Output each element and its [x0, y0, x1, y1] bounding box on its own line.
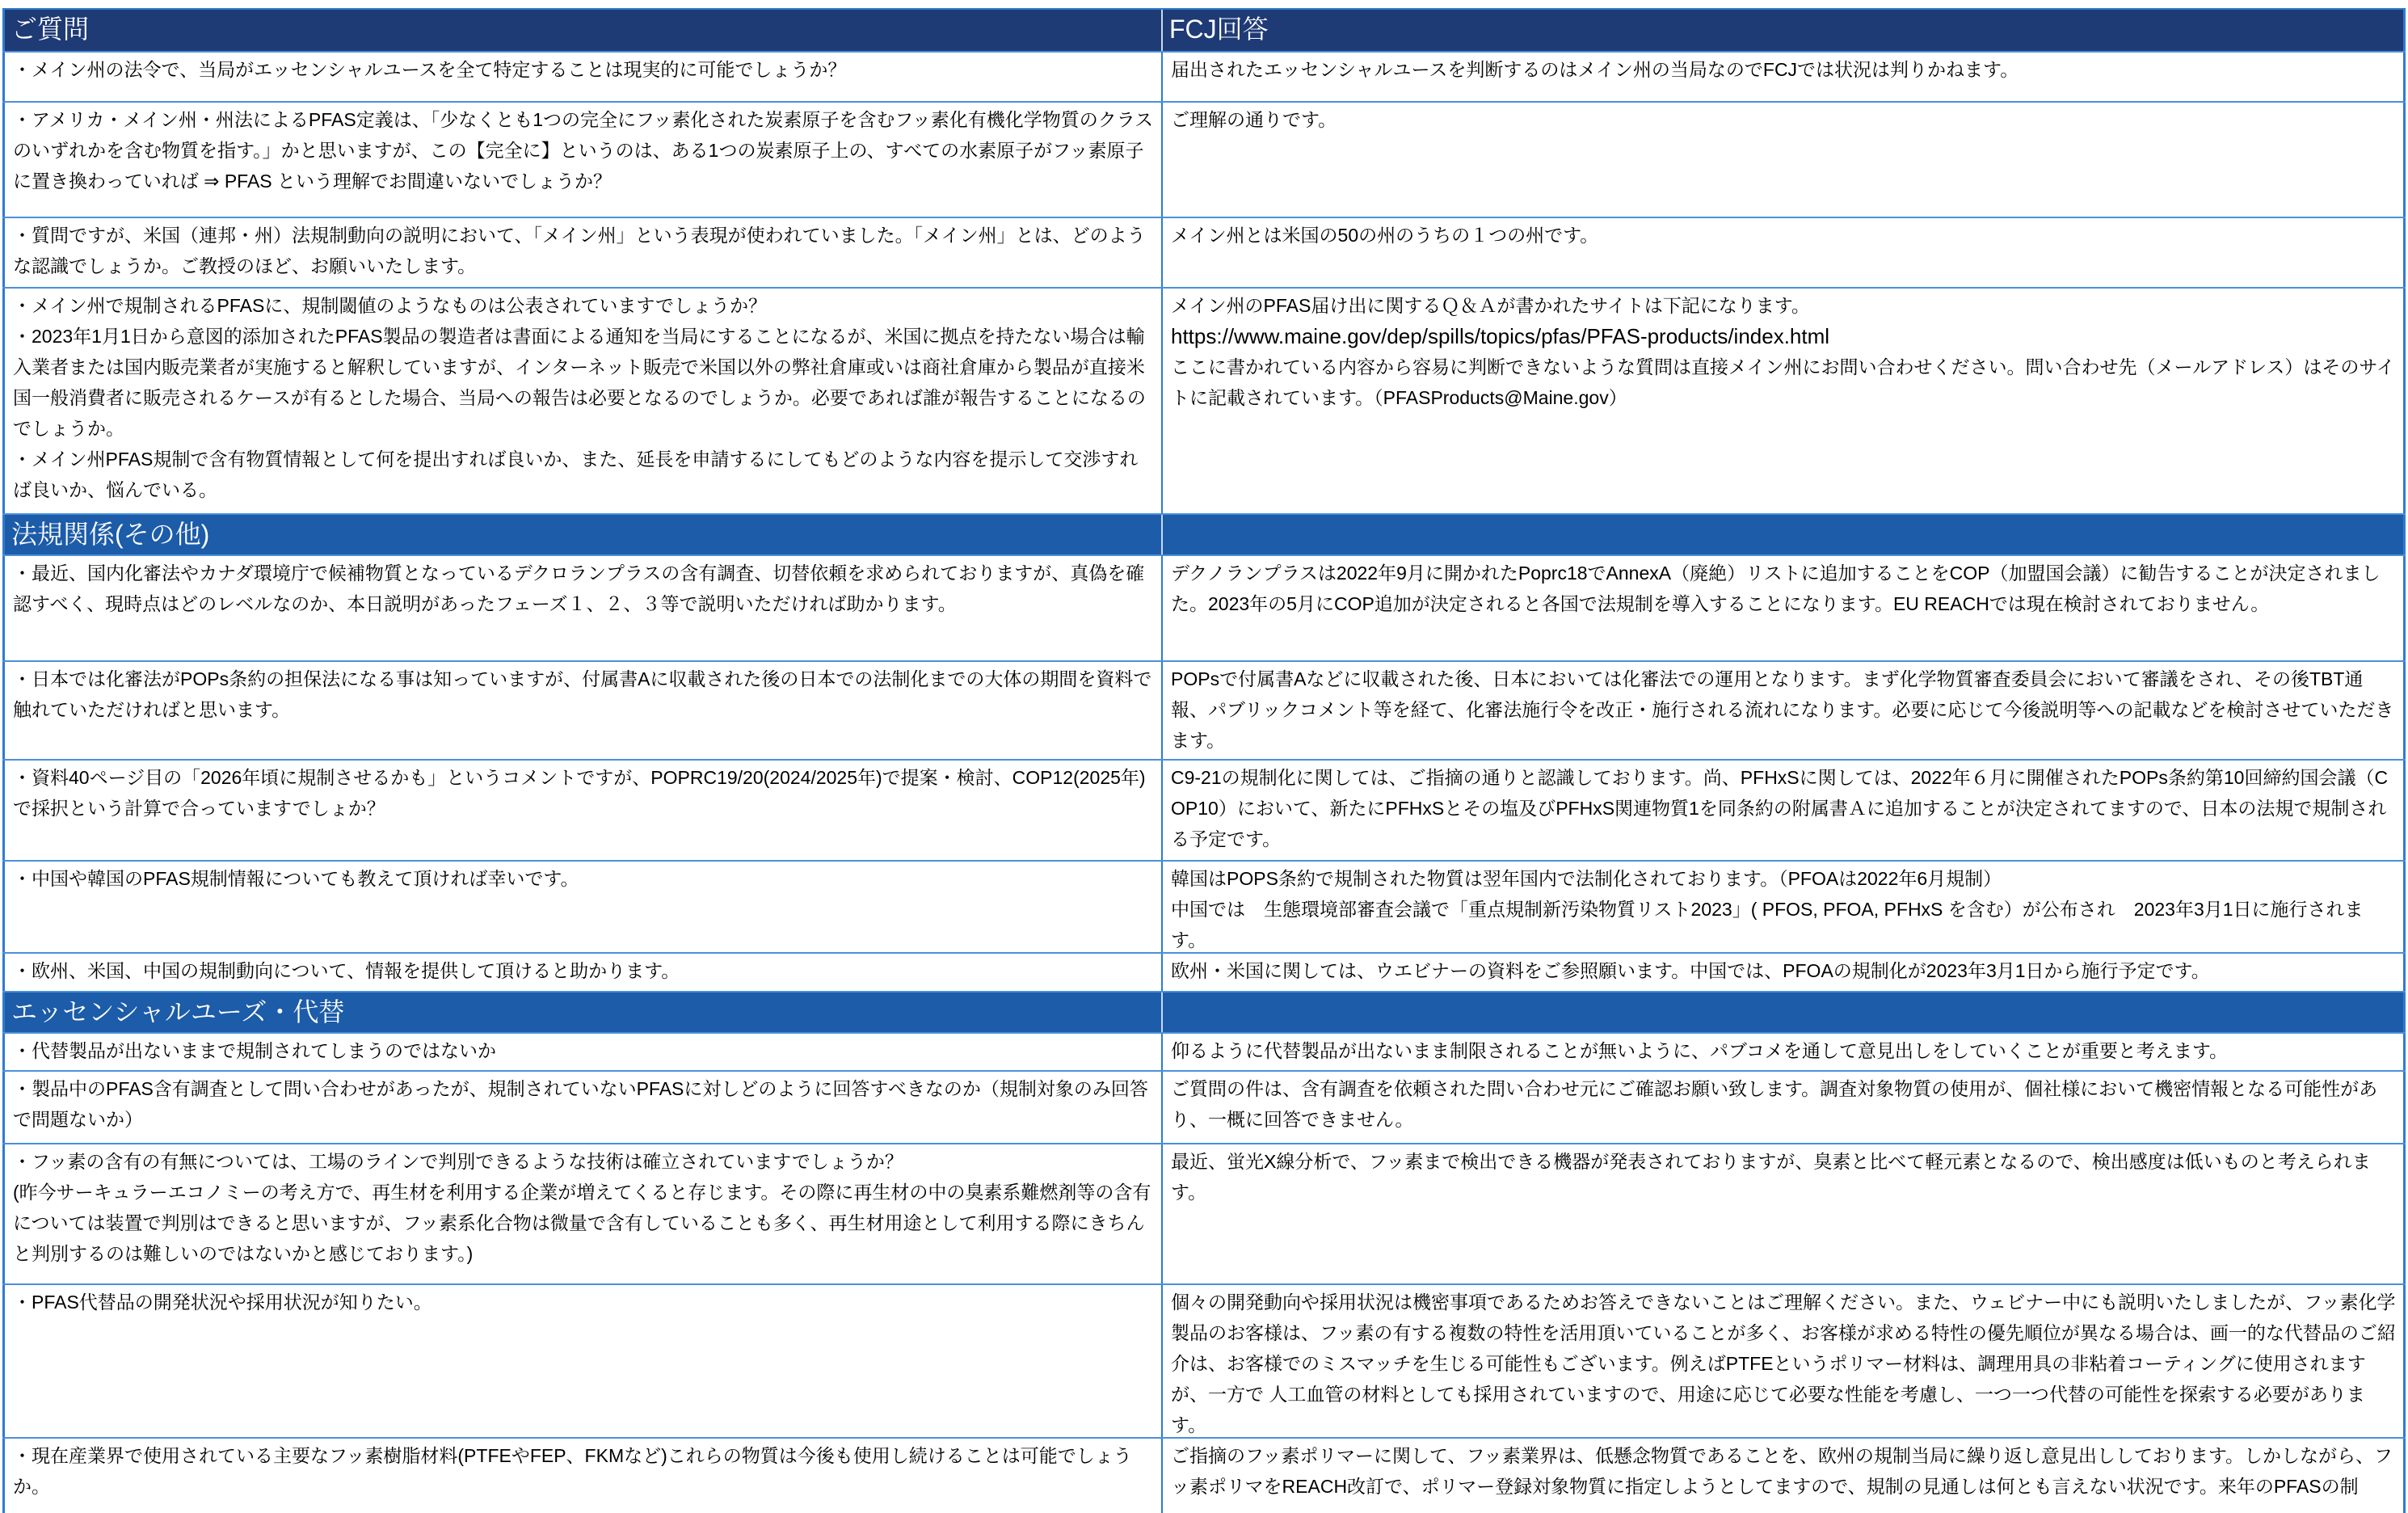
question-cell [2, 1285, 1163, 1437]
table-row [2, 662, 2406, 761]
answer-text: ここに書かれている内容から容易に判断できないような質問は直接メイン州にお問い合わせください。問い合わせ先（メールアドレス）はそのサイトに記載されています。（PFASProducts@Maine.gov） [1171, 356, 2395, 408]
answer-cell [1163, 53, 2406, 101]
answer-cell [1163, 289, 2406, 513]
answer-text: POPsで付属書Aなどに収載された後、日本においては化審法での運用となります。まず化学物質審査委員会において審議をされ、その後TBT通報、パブリックコメント等を経て、化審法施行令を改正・施行される流れになります。必要に応じて今後説明等への記載などを検討させていただきます。 [1171, 668, 2394, 751]
qa-table [2, 8, 2406, 1513]
answer-text: 最近、蛍光X線分析で、フッ素まで検出できる機器が発表されておりますが、臭素と比べて軽元素となるので、検出感度は低いものと考えられます。 [1171, 1151, 2371, 1203]
answer-cell [1163, 1285, 2406, 1437]
question-text: ・メイン州で規制されるPFASに、規制閾値のようなものは公表されていますでしょうか？ [13, 295, 768, 316]
question-cell [2, 1144, 1163, 1283]
section-title: エッセンシャルユーズ・代替 [2, 993, 1163, 1032]
answer-text: 個々の開発動向や採用状況は機密事項であるためお答えできないことはご理解ください。また、ウェビナー中にも説明いたしましたが、フッ素化学製品のお客様は、フッ素の有する複数の特性を活用頂いていることが多く、お客様が求める特性の優先順位が異なる場合は、画一的な代替品のご紹介は、お客様でのミスマッチを生じる可能性もございます。例えばPTFEというポリマー材料は、調理用具の非粘着コーティングに使用されますが、一方で 人工血管の材料としても採用されていますので、用途に応じて必要な性能を考慮し、一つ一つ代替の可能性を探索する必要があります。 [1171, 1292, 2396, 1435]
question-text: ・アメリカ・メイン州・州法によるPFAS定義は、「少なくとも1つの完全にフッ素化された炭素原子を含むフッ素化有機化学物質のクラスのいずれかを含む物質を指す。」かと思いますが、この【完全に】というのは、ある1つの炭素原子上の、すべての水素原子がフッ素原子に置き換わっていれば ⇒ PFAS という理解でお間違いないでしょうか？ [13, 109, 1154, 192]
question-text: ・欧州、米国、中国の規制動向について、情報を提供して頂けると助かります。 [13, 960, 680, 981]
question-cell [2, 1072, 1163, 1143]
answer-cell [1163, 218, 2406, 287]
answer-cell [1163, 954, 2406, 991]
answer-cell [1163, 662, 2406, 759]
section-title: 法規関係(その他) [2, 515, 1163, 554]
table-row [2, 862, 2406, 954]
table-row [2, 1144, 2406, 1285]
question-cell [2, 53, 1163, 101]
question-cell [2, 1439, 1163, 1513]
answer-text: 欧州・米国に関しては、ウエビナーの資料をご参照願います。中国では、PFOAの規制化が2023年3月1日から施行予定です。 [1171, 960, 2210, 981]
question-text: ・代替製品が出ないままで規制されてしまうのではないか [13, 1040, 496, 1061]
answer-text: 届出されたエッセンシャルユースを判断するのはメイン州の当局なのでFCJでは状況は判りかねます。 [1171, 59, 2019, 80]
table-row [2, 761, 2406, 862]
question-cell [2, 289, 1163, 513]
question-text: ・資料40ページ目の「2026年頃に規制させるかも」というコメントですが、POPRC19/20(2024/2025年)で提案・検討、COP12(2025年)で採択という計算で合っていますでしょか？ [13, 767, 1146, 819]
answer-cell [1163, 1144, 2406, 1283]
question-cell [2, 556, 1163, 660]
question-column-header: ご質問 [2, 10, 1163, 51]
answer-cell [1163, 1439, 2406, 1513]
question-text: ・メイン州PFAS規制で含有物質情報として何を提出すれば良いか、また、延長を申請するにしてもどのような内容を提示して交渉すれば良いか、悩んでいる。 [13, 449, 1139, 500]
answer-cell [1163, 761, 2406, 860]
question-text: ・メイン州の法令で、当局がエッセンシャルユースを全て特定することは現実的に可能でしょうか？ [13, 59, 847, 80]
question-cell [2, 761, 1163, 860]
answer-text: 仰るように代替製品が出ないまま制限されることが無いように、パブコメを通して意見出しをしていくことが重要と考えます。 [1171, 1040, 2229, 1061]
answer-text: ご理解の通りです。 [1171, 109, 1337, 130]
table-row [2, 53, 2406, 103]
section-header-blank [1163, 515, 2406, 554]
section-header-essential-use [2, 993, 2406, 1034]
table-row [2, 556, 2406, 662]
table-row [2, 954, 2406, 993]
question-text: (昨今サーキュラーエコノミーの考え方で、再生材を利用する企業が増えてくると存じます。その際に再生材の中の臭素系難燃剤等の含有については装置で判別はできると思いますが、フッ素系化合物は微量で含有していることも多く、再生材用途として利用する際にきちんと判別するのは難しいのではないかと感じております。) [13, 1182, 1151, 1264]
answer-cell [1163, 1072, 2406, 1143]
answer-text: メイン州のPFAS届け出に関するＱ＆Ａが書かれたサイトは下記になります。 [1171, 295, 1810, 316]
question-text: ・日本では化審法がPOPs条約の担保法になる事は知っていますが、付属書Aに収載された後の日本での法制化までの大体の期間を資料で触れていただければと思います。 [13, 668, 1152, 720]
question-text: ・2023年1月1日から意図的添加されたPFAS製品の製造者は書面による通知を当局にすることになるが、米国に拠点を持たない場合は輸入業者または国内販売業者が実施すると解釈していますが、インターネット販売で米国以外の弊社倉庫或いは商社倉庫から製品が直接米国一般消費者に販売されるケースが有るとした場合、当局への報告は必要となるのでしょうか。必要であれば誰が報告することになるのでしょうか。 [13, 326, 1146, 439]
question-cell [2, 1034, 1163, 1070]
answer-text: 中国では 生態環境部審査会議で「重点規制新汚染物質リスト2023」( PFOS, PFOA, PFHxS を含む）が公布され 2023年3月1日に施行されます。 [1171, 899, 2364, 950]
answer-text: 韓国はPOPS条約で規制された物質は翌年国内で法制化されております。（PFOAは2022年6月規制） [1171, 868, 2002, 889]
section-header-blank [1163, 993, 2406, 1032]
answer-text: ご質問の件は、含有調査を依頼された問い合わせ元にご確認お願い致します。調査対象物質の使用が、個社様において機密情報となる可能性があり、一概に回答できません。 [1171, 1078, 2378, 1130]
answer-text: C9-21の規制化に関しては、ご指摘の通りと認識しております。尚、PFHxSに関しては、2022年６月に開催されたPOPs条約第10回締約国会議（COP10）において、新たにPFHxSとその塩及びPFHxS関連物質1を同条約の附属書Ａに追加することが決定されてますので、日本の法規で規制される予定です。 [1171, 767, 2389, 849]
section-header-regulations [2, 515, 2406, 556]
table-row [2, 103, 2406, 218]
answer-text: メイン州とは米国の50の州のうちの１つの州です。 [1171, 225, 1599, 246]
question-text: ・中国や韓国のPFAS規制情報についても教えて頂ければ幸いです。 [13, 868, 579, 889]
question-cell [2, 954, 1163, 991]
table-row [2, 218, 2406, 289]
answer-cell [1163, 1034, 2406, 1070]
question-text: ・質問ですが、米国（連邦・州）法規制動向の説明において、「メイン州」という表現が使われていました。「メイン州」とは、どのような認識でしょうか。ご教授のほど、お願いいたします。 [13, 225, 1146, 276]
question-text: ・PFAS代替品の開発状況や採用状況が知りたい。 [13, 1292, 432, 1313]
answer-column-header: FCJ回答 [1163, 10, 2406, 51]
table-row [2, 289, 2406, 515]
answer-cell [1163, 103, 2406, 217]
answer-cell [1163, 556, 2406, 660]
table-row [2, 1072, 2406, 1144]
question-cell [2, 103, 1163, 217]
question-text: ・現在産業界で使用されている主要なフッ素樹脂材料(PTFEやFEP、FKMなど)これらの物質は今後も使用し続けることは可能でしょうか。 [13, 1445, 1132, 1497]
answer-text: ご指摘のフッ素ポリマーに関して、フッ素業界は、低懸念物質であることを、欧州の規制当局に繰り返し意見出ししております。しかしながら、フッ素ポリマをREACH改訂で、ポリマー登録対象物質に指定しようとしてますので、規制の見通しは何とも言えない状況です。来年のPFASの制 [1171, 1445, 2393, 1497]
question-text: ・製品中のPFAS含有調査として問い合わせがあったが、規制されていないPFASに対しどのように回答すべきなのか（規制対象のみ回答で問題ないか） [13, 1078, 1148, 1130]
table-row [2, 1285, 2406, 1439]
table-row [2, 1034, 2406, 1072]
question-cell [2, 218, 1163, 287]
question-text: ・フッ素の含有の有無については、工場のラインで判別できるような技術は確立されていますでしょうか？ [13, 1151, 903, 1172]
answer-cell [1163, 862, 2406, 952]
table-row [2, 1439, 2406, 1513]
question-cell [2, 662, 1163, 759]
table-header-row [2, 10, 2406, 53]
question-text: ・最近、国内化審法やカナダ環境庁で候補物質となっているデクロランプラスの含有調査、切替依頼を求められておりますが、真偽を確認すべく、現時点はどのレベルなのか、本日説明があったフェーズ１、２、３等で説明いただければ助かります。 [13, 563, 1145, 614]
question-cell [2, 862, 1163, 952]
answer-url-text: https://www.maine.gov/dep/spills/topics/pfas/PFAS-products/index.html [1171, 324, 1830, 348]
answer-text: デクノランプラスは2022年9月に開かれたPoprc18でAnnexA（廃絶）リストに追加することをCOP（加盟国会議）に勧告することが決定されました。2023年の5月にCOP追加が決定されると各国で法規制を導入することになります。EU REACHでは現在検討されておりません。 [1171, 563, 2381, 614]
